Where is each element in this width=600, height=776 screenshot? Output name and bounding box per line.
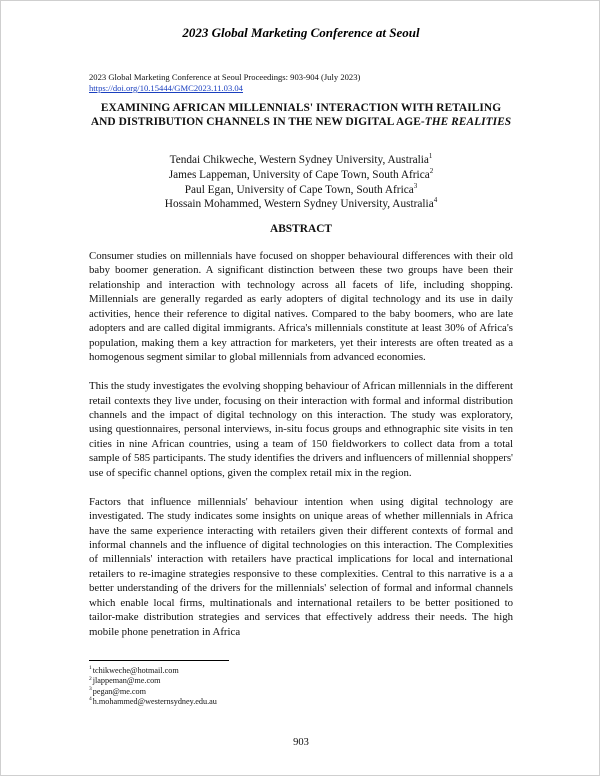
footnote-mark: 3 [89, 686, 92, 693]
proceedings-line: 2023 Global Marketing Conference at Seoul Proceedings: 903-904 (July 2023) [89, 72, 361, 82]
title-italic: THE REALITIES [424, 116, 512, 128]
title-main: EXAMINING AFRICAN MILLENNIALS' INTERACTION WITH RETAILING AND DISTRIBUTION CHANNELS IN THE NEW DIGITAL AGE- [90, 102, 502, 128]
footnote-email: tchikweche@hotmail.com [92, 666, 179, 675]
footnote [89, 676, 217, 686]
author-mark: 2 [429, 167, 434, 176]
footnote-email: h.mohammed@westernsydney.edu.au [92, 697, 217, 707]
author-text: Paul Egan, University of Cape Town, South Africa [184, 183, 414, 196]
author-text: Hossain Mohammed, Western Sydney University, Australia [164, 198, 434, 211]
footnote-email: jlappeman@me.com [92, 676, 161, 686]
footnote-divider [89, 660, 229, 661]
author-line [89, 168, 513, 183]
author-line [89, 197, 513, 212]
footnote [89, 697, 217, 707]
abstract-paragraph: Consumer studies on millennials have focused on shopper behavioural differences with their old baby boomer generation. A significant distinction between these two groups have been their relationship and interaction with technology across all facets of life, including shopping. Millennials are generally regarded as early adopters of digital technology and its use in daily activities, hence their reference to digital natives. Compared to the baby boomers, who are late adopters and are called digital immigrants. Africa's millennials constitute at least 30% of Africa's population, making them a key attraction for marketers, yet their interests are often treated as a homogenous segment similar to global millennials from advanced economies. [89, 250, 513, 364]
page-number: 903 [293, 737, 309, 748]
running-head: 2023 Global Marketing Conference at Seoul [182, 25, 420, 40]
author-mark: 4 [433, 196, 438, 205]
abstract-heading: ABSTRACT [269, 223, 333, 235]
author-line [89, 153, 513, 168]
author-text: Tendai Chikweche, Western Sydney University, Australia [169, 154, 429, 166]
author-mark: 1 [428, 152, 433, 161]
footnote [89, 666, 217, 676]
paper-title [89, 101, 513, 129]
abstract-paragraph: Factors that influence millennials' behaviour intention when using digital technology are investigated. The study indicates some insights on unique areas of whether millennials in Africa have the same experience interacting with retailers given their different contexts of formal and informal channels and the influence of digital technologies on this interaction. The Complexities of millennials' interaction with retailers have practical implications for local and international retailers to re-imagine strategies responsive to these complexities. Central to this narrative is a a better understanding of the drivers for the millennials' selection of formal and informal channels which enable local firms, multinationals and international retailers to be better positioned to tailor-make distribution strategies and services that effectively address their needs. The high mobile phone penetration in Africa [89, 495, 513, 638]
citation-block [89, 72, 360, 94]
footnote-mark: 1 [89, 665, 92, 672]
author-list [89, 153, 513, 212]
footnote-mark: 4 [89, 696, 92, 703]
footnote-mark: 2 [89, 675, 92, 682]
author-line [89, 183, 513, 198]
footnote-email: pegan@me.com [92, 686, 146, 696]
author-mark: 3 [413, 181, 418, 190]
footnote [89, 687, 217, 697]
author-text: James Lappeman, University of Cape Town, South Africa [168, 168, 430, 181]
abstract-body [89, 249, 513, 639]
doi-link[interactable]: https://doi.org/10.15444/GMC2023.11.03.04 [89, 83, 243, 93]
abstract-paragraph: This the study investigates the evolving shopping behaviour of African millennials in the different retail contexts they live under, focusing on their interaction with formal and informal distribution channels and the impact of digital technology on this interaction. The study was exploratory, using questionnaires, personal interviews, in-situ focus groups and ethnographic site visits in ten cities in nine African countries, using a team of 150 fieldworkers to collect data from a total sample of 585 participants. The study identifies the drivers and influencers of millennial shoppers' use of specific channel options, given the complex retail mix in the region. [89, 380, 513, 479]
footnotes [89, 666, 217, 708]
